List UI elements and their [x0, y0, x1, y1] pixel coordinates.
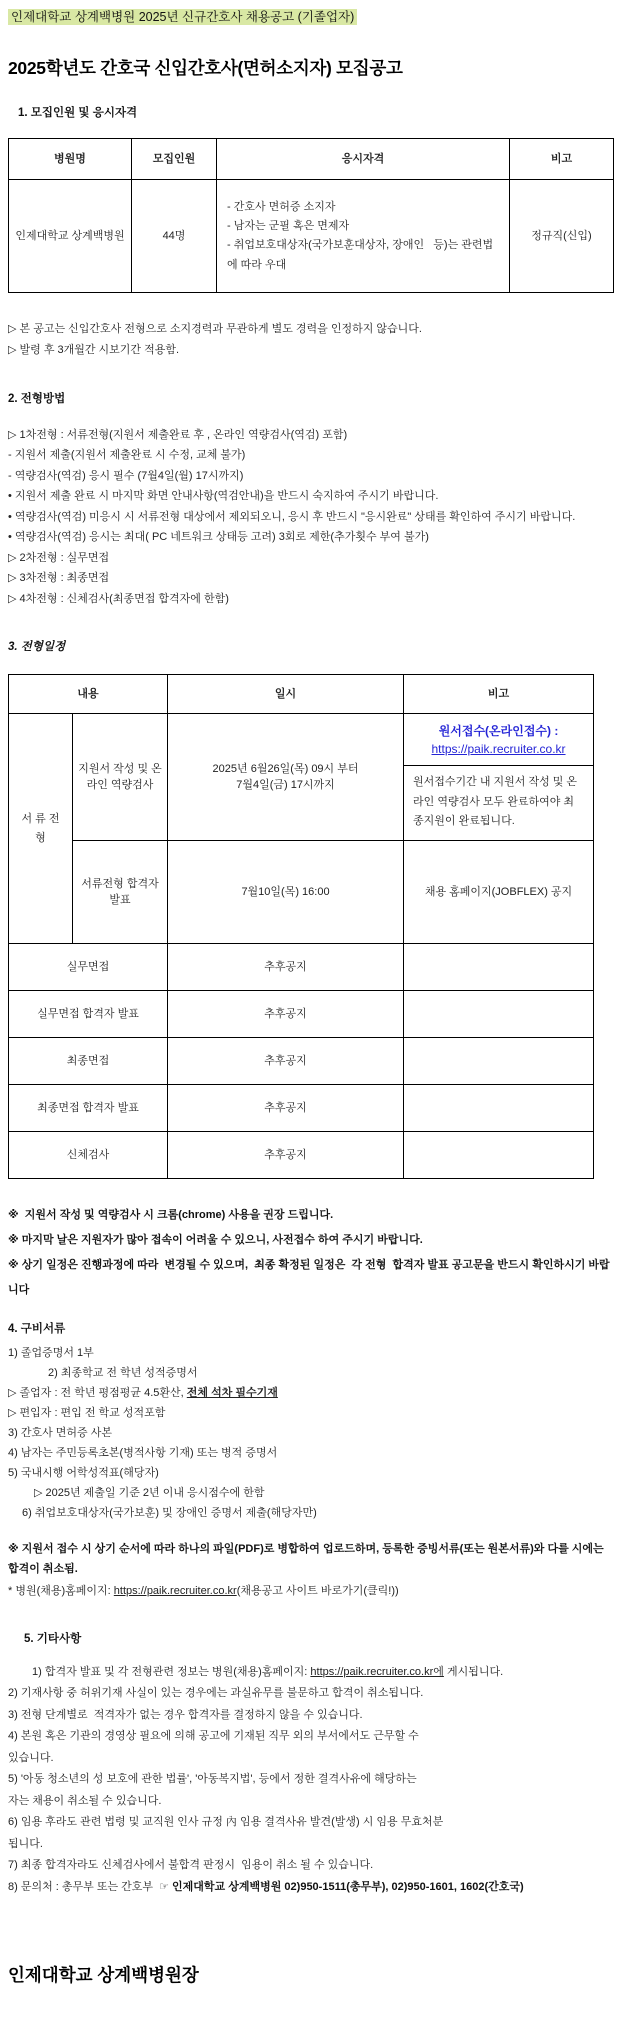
recruitment-table-row — [9, 180, 614, 293]
cell-date: 추후공지 — [168, 991, 404, 1038]
method-line: ▷ 2차전형 : 실무면접 — [8, 551, 110, 564]
document-line-text: ▷ 졸업자 : 전 학년 평점평균 4.5환산, — [8, 1386, 187, 1399]
schedule-row — [9, 1132, 594, 1179]
cell-application-date — [168, 714, 404, 841]
col-header-note: 비고 — [510, 139, 614, 180]
result-homepage-link[interactable]: https://paik.recruiter.co.kr에 — [310, 1665, 444, 1678]
etc-line: 7) 최종 합격자라도 신체검사에서 불합격 판정시 임용이 취소 될 수 있습니다. — [8, 1859, 374, 1872]
schedule-table — [8, 674, 594, 1179]
cell-content: 실무면접 — [9, 944, 168, 991]
homepage-suffix: (채용공고 사이트 바로가기(클릭!)) — [236, 1584, 399, 1597]
contact-prefix: 8) 문의처 : 총무부 또는 간호부 — [8, 1880, 160, 1893]
cell-remark — [404, 944, 594, 991]
online-application-box — [404, 714, 593, 766]
cell-date: 추후공지 — [168, 944, 404, 991]
method-line: ▷ 1차전형 : 서류전형(지원서 제출완료 후 , 온라인 역량검사(역검) 포함) — [8, 428, 348, 441]
cell-result-remark: 채용 홈페이지(JOBFLEX) 공지 — [404, 841, 594, 944]
cell-content: 신체검사 — [9, 1132, 168, 1179]
etc-line: 5) '아동 청소년의 성 보호에 관한 법률', '아동복지법', 등에서 정한 결격사유에 해당하는 — [8, 1773, 417, 1786]
qualification-line: - 간호사 면허증 소지자 — [227, 200, 336, 213]
section1-heading: 1. 모집인원 및 응시자격 — [18, 107, 138, 119]
cell-remark — [404, 991, 594, 1038]
etc-line: 됩니다. — [8, 1837, 43, 1850]
document-line: 5) 국내시행 어학성적표(해당자) — [8, 1466, 159, 1479]
cell-qualifications — [217, 180, 510, 293]
etc-line: 있습니다. — [8, 1751, 54, 1764]
cell-employment-type: 정규직(신입) — [510, 180, 614, 293]
col-header-content: 내용 — [9, 675, 168, 714]
qualification-line: - 취업보호대상자(국가보훈대상자, 장애인 등)는 관련법에 따라 우대 — [227, 239, 494, 271]
cell-result-content: 서류전형 합격자 발표 — [73, 841, 168, 944]
cell-recruit-count: 44명 — [132, 180, 217, 293]
page-title: 2025학년도 간호국 신입간호사(면허소지자) 모집공고 — [8, 57, 403, 78]
etc-line: 4) 본원 혹은 기관의 경영상 필요에 의해 공고에 기재된 직무 외의 부서에서도 근무할 수 — [8, 1730, 419, 1743]
homepage-label: * 병원(채용)홈페이지: — [8, 1584, 114, 1597]
document-line: 6) 취업보호대상자(국가보훈) 및 장애인 증명서 제출(해당자만) — [22, 1506, 317, 1519]
caution-line: ※ 마지막 날은 지원자가 많아 접속이 어려울 수 있으니, 사전접수 하여 주시기 바랍니다. — [8, 1234, 423, 1247]
schedule-row — [9, 944, 594, 991]
contact-line — [8, 1877, 613, 1899]
section5-body — [0, 1662, 621, 1899]
hospital-homepage-line — [8, 1581, 613, 1601]
note-line: ▷ 발령 후 3개월간 시보기간 적용함. — [8, 344, 180, 357]
etc-line: 3) 전형 단계별로 적격자가 없는 경우 합격자를 결정하지 않을 수 있습니다. — [8, 1708, 363, 1721]
method-line: - 역량검사(역검) 응시 필수 (7월4일(월) 17시까지) — [8, 469, 244, 482]
cell-remark — [404, 1038, 594, 1085]
schedule-row-document-result — [9, 841, 594, 944]
cell-content: 최종면접 합격자 발표 — [9, 1085, 168, 1132]
section1-notes — [0, 319, 621, 361]
section3-heading: 3. 전형일정 — [8, 641, 66, 653]
method-line: ▷ 3차전형 : 최종면접 — [8, 572, 110, 584]
document-line: 2) 최종학교 전 학년 성적증명서 — [48, 1366, 198, 1379]
cell-application-remark — [404, 714, 594, 841]
etc-line-suffix: 게시됩니다. — [443, 1665, 504, 1678]
section2-heading: 2. 전형방법 — [8, 393, 66, 406]
online-application-label: 원서접수(온라인접수) : — [438, 723, 559, 738]
schedule-row — [9, 991, 594, 1038]
recruitment-table-header-row — [9, 139, 614, 180]
col-header-qualification: 응시자격 — [217, 139, 510, 180]
section4-body — [0, 1343, 621, 1601]
etc-line — [8, 1662, 613, 1684]
etc-line-text: 1) 합격자 발표 및 각 전형관련 정보는 병원(채용)홈페이지: — [32, 1665, 311, 1678]
cell-date: 추후공지 — [168, 1132, 404, 1179]
document-line: ▷ 편입자 : 편입 전 학교 성적포함 — [8, 1406, 166, 1419]
document-line: 4) 남자는 주민등록초본(병적사항 기재) 또는 병적 증명서 — [8, 1446, 278, 1459]
section3-notes — [0, 1203, 621, 1303]
etc-line: 6) 임용 후라도 관련 법령 및 교직원 인사 규정 內 임용 결격사유 발견(발생) 시 임용 무효처분 — [8, 1816, 444, 1829]
application-remark-text: 원서접수기간 내 지원서 작성 및 온라인 역량검사 모두 완료하여야 최종지원이 완료됩니다. — [413, 776, 578, 827]
cell-content: 실무면접 합격자 발표 — [9, 991, 168, 1038]
rank-required-emphasis: 전체 석차 필수기재 — [186, 1386, 278, 1399]
document-line — [8, 1383, 613, 1403]
cell-remark — [404, 1085, 594, 1132]
cell-remark — [404, 1132, 594, 1179]
col-header-datetime: 일시 — [168, 675, 404, 714]
hospital-homepage-link[interactable]: https://paik.recruiter.co.kr — [113, 1584, 237, 1597]
cell-date: 추후공지 — [168, 1038, 404, 1085]
method-line: • 역량검사(역검) 응시는 최대( PC 네트워크 상태등 고려) 3회로 제한(추가횟수 부여 불가) — [8, 531, 429, 543]
section4-heading: 4. 구비서류 — [8, 1323, 66, 1336]
pdf-merge-warning: ※ 지원서 접수 시 상기 순서에 따라 하나의 파일(PDF)로 병합하여 업로드하며, 등록한 증빙서류(또는 원본서류)와 다를 시에는 합격이 취소됨. — [8, 1542, 607, 1575]
schedule-row — [9, 1038, 594, 1085]
pointing-hand-icon: ☞ — [159, 1880, 169, 1893]
cell-result-date: 7월10일(목) 16:00 — [168, 841, 404, 944]
schedule-row-application — [9, 714, 594, 841]
method-line: • 지원서 제출 완료 시 마지막 화면 안내사항(역검안내)을 반드시 숙지하여 주시기 바랍니다. — [8, 490, 439, 502]
date-line: 2025년 6월26일(목) 09시 부터 — [212, 762, 359, 775]
col-header-remark: 비고 — [404, 675, 594, 714]
signature-hospital-director: 인제대학교 상계백병원장 — [8, 1965, 199, 1986]
document-line: ▷ 2025년 제출일 기준 2년 이내 응시점수에 한함 — [34, 1486, 265, 1499]
qualification-line: - 남자는 군필 혹은 면제자 — [227, 220, 350, 232]
recruitment-table — [8, 138, 614, 293]
notice-banner-text: 인제대학교 상계백병원 2025년 신규간호사 채용공고 (기졸업자) — [8, 9, 357, 25]
method-line: - 지원서 제출(지원서 제출완료 시 수정, 교체 불가) — [8, 449, 246, 461]
method-line: • 역량검사(역검) 미응시 시 서류전형 대상에서 제외되오니, 응시 후 반드시 "응시완료" 상태를 확인하여 주시기 바랍니다. — [8, 510, 576, 523]
etc-line: 2) 기재사항 중 허위기재 사실이 있는 경우에는 과실유무를 불문하고 합격이 취소됩니다. — [8, 1687, 424, 1700]
section2-body — [0, 425, 621, 610]
application-site-link[interactable]: https://paik.recruiter.co.kr — [431, 741, 566, 756]
etc-line: 자는 채용이 취소될 수 있습니다. — [8, 1794, 162, 1807]
col-header-count: 모집인원 — [132, 139, 217, 180]
date-line: 7월4일(금) 17시까지 — [236, 779, 335, 792]
caution-line: ※ 상기 일정은 진행과정에 따라 변경될 수 있으며, 최종 확정된 일정은 각 전형 합격자 발표 공고문을 반드시 확인하시기 바랍니다 — [8, 1259, 610, 1297]
cell-hospital-name: 인제대학교 상계백병원 — [9, 180, 132, 293]
cell-group-document-screening: 서 류 전 형 — [9, 714, 73, 944]
col-header-hospital: 병원명 — [9, 139, 132, 180]
schedule-row — [9, 1085, 594, 1132]
document-line: 3) 간호사 면허증 사본 — [8, 1426, 112, 1439]
section5-heading: 5. 기타사항 — [24, 1632, 82, 1645]
cell-application-content: 지원서 작성 및 온라인 역량검사 — [73, 714, 168, 841]
caution-line: ※ 지원서 작성 및 역량검사 시 크롬(chrome) 사용을 권장 드립니다. — [8, 1209, 334, 1222]
contact-phone-numbers: 인제대학교 상계백병원 02)950-1511(총무부), 02)950-1601, 1602(간호국) — [169, 1880, 524, 1893]
document-line: 1) 졸업증명서 1부 — [8, 1346, 94, 1359]
method-line: ▷ 4차전형 : 신체검사(최종면접 합격자에 한함) — [8, 592, 229, 605]
schedule-table-header-row — [9, 675, 594, 714]
note-line: ▷ 본 공고는 신입간호사 전형으로 소지경력과 무관하게 별도 경력을 인정하지 않습니다. — [8, 323, 422, 336]
cell-date: 추후공지 — [168, 1085, 404, 1132]
cell-content: 최종면접 — [9, 1038, 168, 1085]
notice-banner — [8, 8, 621, 27]
